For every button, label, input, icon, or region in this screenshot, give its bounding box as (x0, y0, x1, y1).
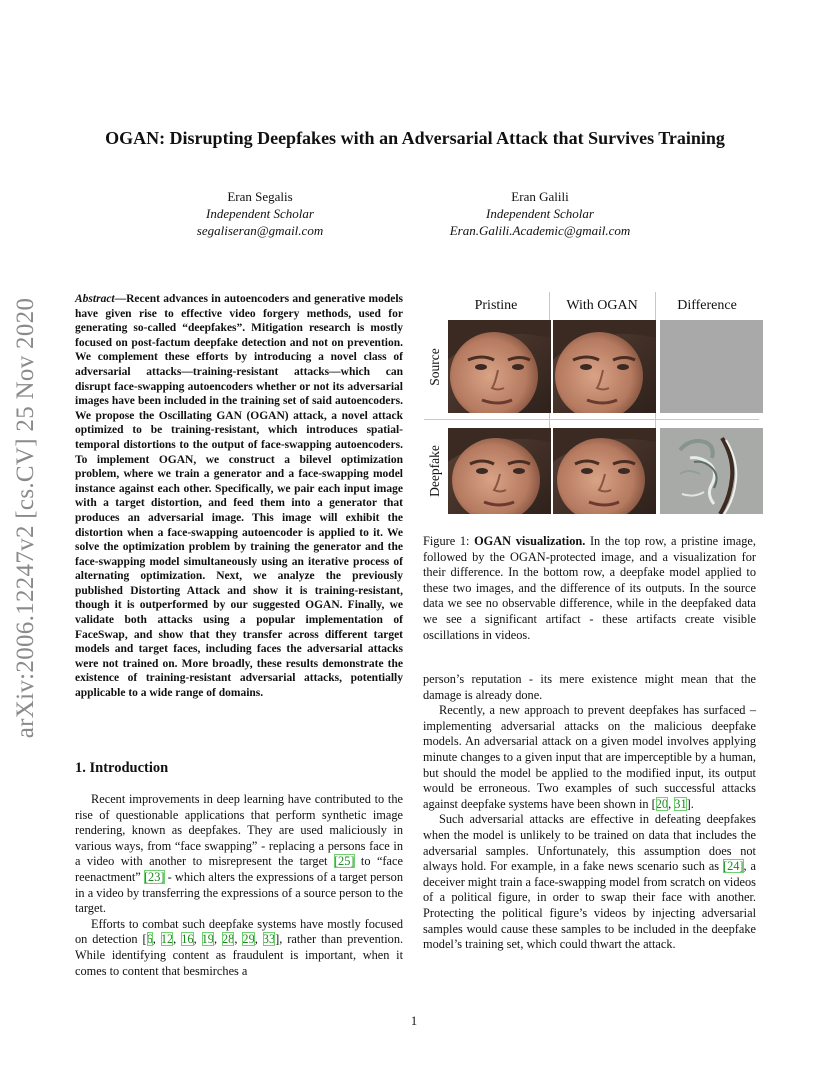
right-paragraph-2: Recently, a new approach to prevent deepfakes has surfaced – implementing adversarial attacks on the malicious deepfake models. An adversarial attack on a given model involves applying minute changes to a given input that are imperceptible by a human, but should the model be applied to the modified input, its output would be erroneous. Two examples of such successful attacks against deepfake systems have been shown in [20, 31]. (423, 703, 756, 811)
text-run: ], rather than prevention. While identifying content as fraudulent is important, when it comes to content that besmirches a (75, 932, 404, 978)
author-affiliation: Independent Scholar (206, 206, 314, 221)
text-run: - which alters the expressions of a target person in a video by transferring the expressions of a source person to the target. (75, 869, 403, 916)
figure-column-header: Pristine (474, 298, 518, 313)
citation-link[interactable]: [23] (143, 869, 165, 884)
caption-label: Figure 1: (423, 534, 475, 548)
row-label-text: Deepfake (427, 445, 442, 497)
citation-link[interactable]: 29 (242, 932, 255, 947)
difference-image-deepfake (660, 428, 763, 514)
author-name: Eran Galili (511, 189, 569, 204)
citation-link[interactable]: 28 (222, 932, 235, 947)
citation-link[interactable]: 19 (201, 932, 214, 947)
face-image-source-ogan (553, 320, 656, 413)
face-image-deepfake-pristine (448, 428, 551, 514)
text-run: Efforts to combat such deepfake systems have mostly focused on detection [ (75, 916, 403, 947)
author-block-2 (415, 188, 665, 239)
face-image-deepfake-ogan (553, 428, 656, 514)
caption-bold: OGAN visualization. (474, 534, 586, 548)
paper-title: OGAN: Disrupting Deepfakes with an Adversarial Attack that Survives Training (105, 128, 725, 148)
figure-column-header: With OGAN (566, 298, 638, 313)
arxiv-identifier: arXiv:2006.12247v2 [cs.CV] 25 Nov 2020 (12, 297, 39, 738)
text-run: Recent improvements in deep learning have contributed to the rise of questionable applications that perform synthetic image rendering, known as deepfakes. They are used maliciously in various ways, from “face swapping” - replacing a persons face in a video with another to misrepresent the target (75, 792, 403, 869)
figure-1 (424, 292, 759, 514)
intro-paragraph-1 (75, 792, 403, 917)
page-number: 1 (410, 1014, 418, 1028)
face-image-source-pristine (448, 320, 551, 413)
citation-link[interactable]: [24] (722, 859, 744, 874)
citation-link[interactable]: [25] (333, 854, 355, 869)
author-affiliation: Independent Scholar (486, 206, 594, 221)
abstract (75, 292, 403, 701)
citation-link[interactable]: 12 (160, 932, 174, 947)
difference-image-source (660, 320, 763, 413)
abstract-lead: Abstract (75, 293, 115, 305)
citation-link[interactable]: 33 (262, 932, 276, 947)
author-email: segaliseran@gmail.com (196, 223, 324, 238)
abstract-text: —Recent advances in autoencoders and generative models have given rise to effective video forgery methods, used for generating so-called “deepfakes”. Mitigation research is mostly focused on post-factum deepfake detection and not on prevention. We complement these efforts by introducing a novel class of adversarial attacks—training-resistant attacks—which can disrupt face-swapping autoencoders whether or not its adversarial images have been included in the training set of said autoencoders. We propose the Oscillating GAN (OGAN) attack, a novel attack optimized to be training-resistant, which introduces spatial-temporal distortions to the output of face-swapping autoencoders. To implement OGAN, we construct a bilevel optimization problem, where we train a generator and a face-swapping model instance against each other. Specifically, we pair each input image with a target distortion, and feed them into a generator that produces an adversarial image. This image will exhibit the distortion when a face-swapping autoencoder is applied to it. We solve the optimization problem by training the generator and the face-swapping model simultaneously using an iterative process of alternating optimization. Next, we analyze the previously published Distorting Attack and show it is training-resistant, though it is outperformed by our suggested OGAN. Finally, we validate both attacks using a popular implementation of FaceSwap, and show that they transfer across different target models and target faces, including faces the adversarial attacks were not trained on. More broadly, these results demonstrate the existence of training-resistant adversarial attacks, potentially applicable to a wide range of domains. (75, 293, 403, 700)
text-run: Such adversarial attacks are effective in defeating deepfakes when the model is unlikely to be trained on data that includes the adversarial samples. Unfortunately, this assumption does not always hold. For example, in a fake news scenario such as (423, 812, 756, 874)
author-name: Eran Segalis (227, 189, 293, 204)
figure-row-label (424, 428, 446, 514)
right-paragraph-3 (423, 812, 756, 952)
row-label-text: Source (427, 347, 442, 386)
author-block-1 (160, 188, 360, 239)
right-paragraph-1: person’s reputation - its mere existence might mean that the damage is already done. (423, 672, 756, 702)
citation-link[interactable]: 16 (181, 932, 194, 947)
citation-link[interactable]: 6 (146, 932, 153, 947)
text-run: , a deceiver might train a face-swapping model from scratch on videos of a political figure, in order to swap their face with another. Protecting the political figure’s videos by injecting adversarial samples would cause these samples to be included in the deepfake model’s training set, which could thwart the attack. (423, 859, 756, 952)
intro-paragraph-2: Efforts to combat such deepfake systems have mostly focused on detection [6, 12, 16, 19, 28, 29, 33], rather than prevention. While identifying content as fraudulent is important, when it comes to content that besmirches a (75, 916, 404, 978)
author-email: Eran.Galili.Academic@gmail.com (449, 223, 631, 238)
arxiv-side-label (4, 275, 48, 760)
figure-row-label (424, 320, 446, 413)
text-run: Recently, a new approach to prevent deepfakes has surfaced – implementing adversarial attacks on the malicious deepfake models. An adversarial attack on a given model involves applying minute changes to a given input that are imperceptible by a human, but should the model be applied to the modified input, its output would be erroneous. Two examples of such successful attacks against deepfake systems have been shown in [ (423, 703, 756, 811)
citation-link[interactable]: 31 (674, 796, 687, 811)
introduction-text (75, 792, 403, 979)
section-heading-introduction: 1. Introduction (75, 760, 169, 776)
text-run: to “face reenactment” (75, 854, 403, 884)
right-column-text (423, 672, 756, 953)
caption-text: In the top row, a pristine image, followed by the OGAN-protected image, and a visualization for their difference. In the bottom row, a deepfake model applied to these two images, and the difference of its outputs. In the source data we see no observable difference, while in the deepfaked data we see a significant artifact - these artifacts create visible oscillations in videos. (423, 534, 756, 642)
figure-column-header: Difference (677, 298, 737, 313)
figure-divider (424, 419, 759, 420)
citation-link[interactable]: 20 (655, 796, 669, 811)
figure-caption (423, 534, 756, 643)
text-run: ]. (686, 796, 694, 811)
